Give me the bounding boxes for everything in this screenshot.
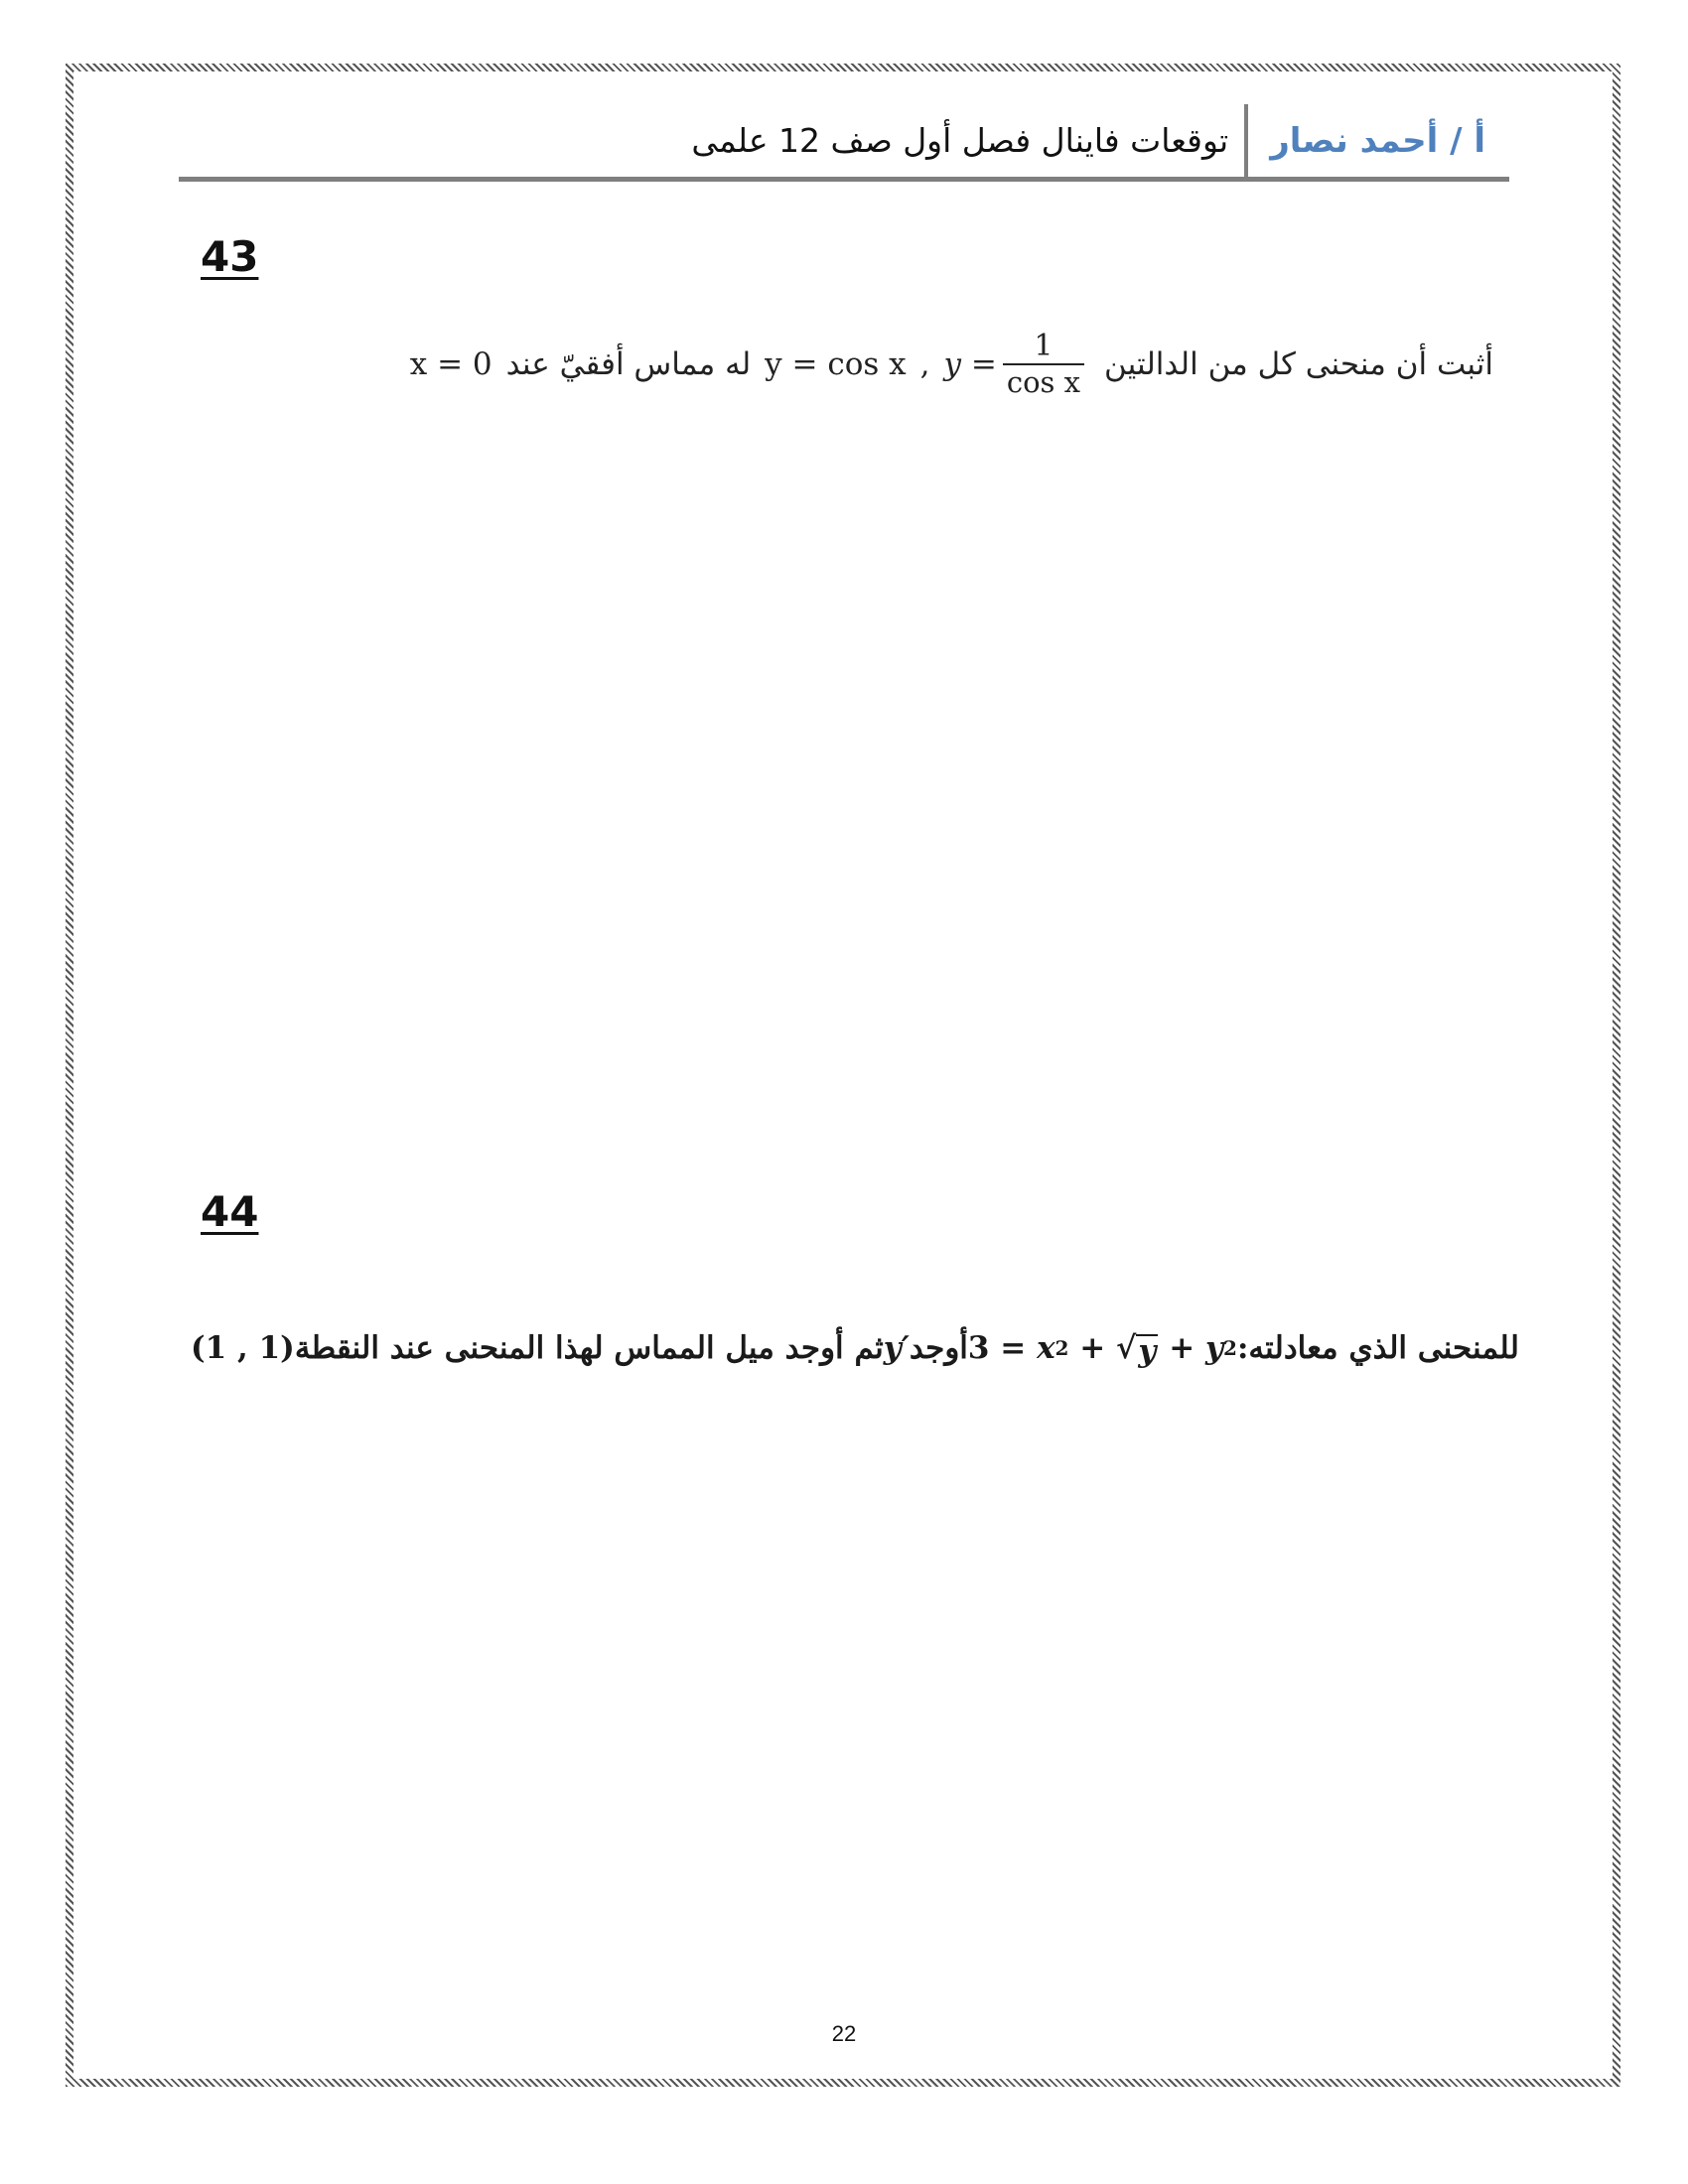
q44-equation-rhs: 3 = [967, 1330, 1027, 1366]
q43-middle-text: له مماس أفقيّ عند [505, 346, 752, 382]
q43-function-1 [944, 330, 1091, 399]
page-number: 22 [831, 2021, 857, 2046]
q44-equation [967, 1330, 1237, 1369]
q44-x-term: x [1037, 1330, 1055, 1366]
q44-point: (1 , 1) [190, 1330, 295, 1366]
q43-fn1-lhs: y = [943, 346, 997, 382]
header-divider [179, 177, 1509, 182]
q44-y-term: y [1205, 1330, 1224, 1366]
question-number-44: 44 [201, 1187, 259, 1236]
question-number-43: 43 [201, 232, 259, 281]
q43-intro: أثبت أن منحنى كل من الدالتين [1104, 346, 1493, 382]
header-author: أ / أحمد نصار [1244, 104, 1509, 178]
q44-derivative: y′ [883, 1330, 910, 1366]
q43-fraction-denominator: cos x [1003, 363, 1084, 399]
q44-intro: للمنحنى الذي معادلته: [1236, 1330, 1519, 1366]
q43-fraction [1003, 330, 1084, 399]
question-44-text [190, 1298, 1519, 1398]
q43-fraction-numerator: 1 [1034, 329, 1054, 363]
question-43-text [212, 320, 1493, 409]
q44-plus-2: + [1169, 1330, 1196, 1366]
q43-point: x = 0 [409, 346, 492, 382]
q43-function-2: y = cos x [765, 346, 907, 382]
q44-x-exponent: 2 [1055, 1336, 1069, 1360]
q44-plus-1: + [1079, 1330, 1106, 1366]
q44-find-text: أوجد [909, 1330, 968, 1366]
q43-separator: , [919, 346, 930, 382]
header-title: توقعات فاينال فصل أول صف 12 علمى [691, 121, 1229, 160]
q44-sqrt-radicand: y [1138, 1333, 1157, 1369]
q44-slope-text: ثم أوجد ميل المماس لهذا المنحنى عند النقطة [294, 1330, 884, 1366]
q44-y-exponent: 2 [1223, 1336, 1237, 1360]
page-header [179, 103, 1509, 179]
q44-sqrt-term: √ y [1116, 1330, 1157, 1369]
